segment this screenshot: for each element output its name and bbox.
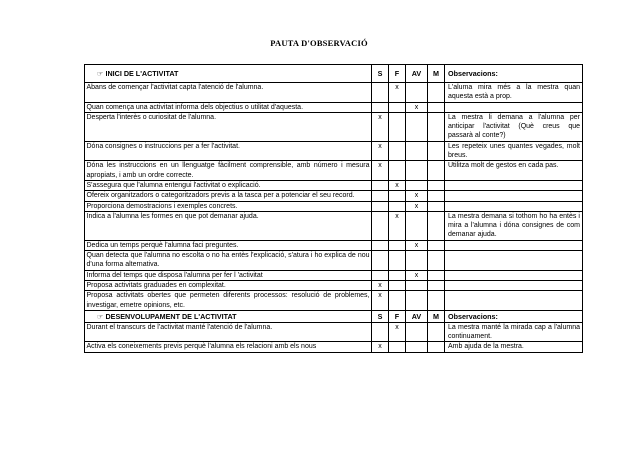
observation-text: La mestra demana si tothom ho ha entès i mira a l'alumna i dóna consignes de com demanar ajuda. [445, 211, 583, 240]
table-row [85, 191, 583, 201]
table-row [85, 322, 583, 342]
mark-s [372, 102, 389, 112]
criterion-text: S'assegura que l'alumna entengui l'activitat o explicació. [85, 180, 372, 190]
mark-f: x [389, 211, 406, 240]
table-row [85, 291, 583, 311]
mark-m [428, 322, 445, 342]
mark-f [389, 191, 406, 201]
observation-text [445, 201, 583, 211]
section-header [85, 65, 583, 83]
mark-f: x [389, 322, 406, 342]
mark-f [389, 270, 406, 280]
mark-f [389, 161, 406, 181]
table-row [85, 342, 583, 352]
mark-m [428, 191, 445, 201]
table-row [85, 112, 583, 141]
observation-text [445, 102, 583, 112]
criterion-text: Durant el transcurs de l'activitat manté l'atenció de l'alumna. [85, 322, 372, 342]
observation-text [445, 240, 583, 250]
observation-text [445, 180, 583, 190]
mark-m [428, 112, 445, 141]
table-row [85, 83, 583, 103]
observation-text: Utilitza molt de gestos en cada pas. [445, 161, 583, 181]
mark-f: x [389, 83, 406, 103]
mark-f [389, 141, 406, 161]
criterion-text: Proporciona demostracions i exemples concrets. [85, 201, 372, 211]
criterion-text: Activa els coneixements previs perquè l'alumna els relacioni amb els nous [85, 342, 372, 352]
mark-av: x [406, 270, 428, 280]
mark-f: x [389, 180, 406, 190]
mark-av [406, 83, 428, 103]
criterion-text: Dóna les instruccions en un llenguatge fàcilment comprensible, amb número i mesura apropiats, i amb un ordre correcte. [86, 162, 370, 179]
observation-text: La mestra li demana a l'alumna per anticipar l'activitat (Què creus que passarà al conte?) [445, 112, 583, 141]
table-row [85, 201, 583, 211]
column-header-observations: Observacions: [445, 65, 583, 83]
mark-f [389, 201, 406, 211]
mark-m [428, 240, 445, 250]
mark-s [372, 322, 389, 342]
observation-text: L'aluma mira més a la mestra quan aquesta està a prop. [445, 83, 583, 103]
criterion-text: Quan detecta que l'alumna no escolta o no ha entès l'explicació, s'atura i ho explica de nou d'una forma alternativa. [86, 252, 370, 269]
mark-av [406, 280, 428, 290]
column-header-s: S [372, 65, 389, 83]
mark-m [428, 291, 445, 311]
mark-m [428, 180, 445, 190]
mark-m [428, 201, 445, 211]
pointing-hand-icon: ☞ [97, 68, 104, 78]
mark-s [372, 83, 389, 103]
mark-m [428, 251, 445, 271]
criterion-text: Desperta l'interès o curiositat de l'alumna. [85, 112, 372, 141]
table-row [85, 161, 583, 181]
section-title: DESENVOLUPAMENT DE L'ACTIVITAT [105, 311, 237, 321]
mark-av: x [406, 201, 428, 211]
mark-av [406, 211, 428, 240]
table-row [85, 141, 583, 161]
mark-m [428, 280, 445, 290]
column-header-f: F [389, 310, 406, 322]
table-row [85, 211, 583, 240]
criterion-text: Indica a l'alumna les formes en que pot demanar ajuda. [85, 211, 372, 240]
table-row [85, 270, 583, 280]
column-header-s: S [372, 310, 389, 322]
mark-m [428, 102, 445, 112]
mark-s: x [372, 112, 389, 141]
mark-av [406, 342, 428, 352]
observation-text: La mestra manté la mirada cap a l'alumna continuament. [445, 322, 583, 342]
mark-f [389, 280, 406, 290]
mark-f [389, 291, 406, 311]
mark-m [428, 211, 445, 240]
mark-s [372, 201, 389, 211]
observation-table [84, 64, 583, 353]
mark-av [406, 180, 428, 190]
observation-text [445, 270, 583, 280]
mark-f [389, 342, 406, 352]
mark-s: x [372, 280, 389, 290]
column-header-m: M [428, 65, 445, 83]
mark-av: x [406, 191, 428, 201]
criterion-text: Proposa activitats obertes que permeten diferents processos: resolució de problemes, investigar, emetre opinions, etc. [86, 292, 370, 309]
column-header-av: AV [406, 310, 428, 322]
mark-s [372, 270, 389, 280]
mark-s [372, 180, 389, 190]
observation-text: Amb ajuda de la mestra. [445, 342, 583, 352]
mark-m [428, 270, 445, 280]
observation-text [445, 191, 583, 201]
criterion-text: Informa del temps que disposa l'alumna per fer l 'activitat [85, 270, 372, 280]
criterion-text: Abans de començar l'activitat capta l'atenció de l'alumna. [85, 83, 372, 103]
column-header-av: AV [406, 65, 428, 83]
criterion-text: Quan comença una activitat informa dels objectius o utilitat d'aquesta. [85, 102, 372, 112]
table-row [85, 251, 583, 271]
mark-av: x [406, 240, 428, 250]
mark-av [406, 322, 428, 342]
observation-text [445, 280, 583, 290]
criterion-text: Proposa activitats graduades en complexitat. [85, 280, 372, 290]
mark-m [428, 161, 445, 181]
mark-s [372, 191, 389, 201]
mark-f [389, 112, 406, 141]
mark-s [372, 211, 389, 240]
mark-av [406, 161, 428, 181]
mark-f [389, 102, 406, 112]
observation-text [445, 251, 583, 271]
pointing-hand-icon: ☞ [97, 311, 104, 321]
mark-av [406, 141, 428, 161]
table-row [85, 180, 583, 190]
mark-s: x [372, 141, 389, 161]
criterion-text: Ofereix organitzadors o categoritzadors previs a la tasca per a potenciar el seu record. [85, 191, 372, 201]
mark-s [372, 240, 389, 250]
criterion-text: Dedica un temps perquè l'alumna faci preguntes. [85, 240, 372, 250]
mark-s: x [372, 291, 389, 311]
mark-av [406, 291, 428, 311]
mark-s [372, 251, 389, 271]
mark-m [428, 83, 445, 103]
observation-text [445, 291, 583, 311]
table-row [85, 280, 583, 290]
mark-m [428, 342, 445, 352]
mark-m [428, 141, 445, 161]
column-header-observations: Observacions: [445, 310, 583, 322]
observation-text: Les repeteix unes quantes vegades, molt breus. [445, 141, 583, 161]
mark-s: x [372, 161, 389, 181]
column-header-f: F [389, 65, 406, 83]
column-header-m: M [428, 310, 445, 322]
table-row [85, 240, 583, 250]
page-title: PAUTA D'OBSERVACIÓ [270, 38, 368, 48]
mark-av [406, 112, 428, 141]
section-header [85, 310, 583, 322]
mark-f [389, 251, 406, 271]
mark-s: x [372, 342, 389, 352]
mark-av [406, 251, 428, 271]
mark-f [389, 240, 406, 250]
mark-av: x [406, 102, 428, 112]
criterion-text: Dóna consignes o instruccions per a fer l'activitat. [85, 141, 372, 161]
table-row [85, 102, 583, 112]
section-title: INICI DE L'ACTIVITAT [105, 68, 179, 78]
